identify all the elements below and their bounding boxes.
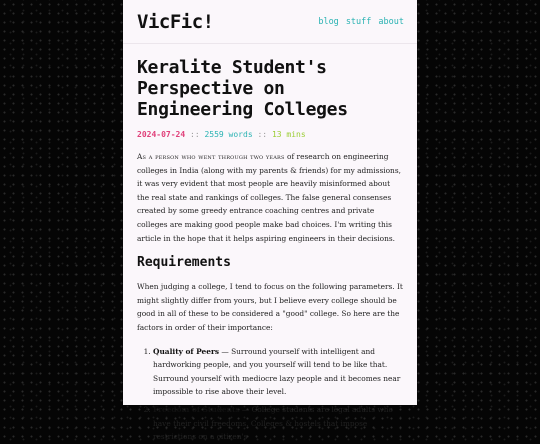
list-item (153, 345, 404, 399)
nav-link-stuff[interactable]: stuff (345, 16, 372, 27)
list-item-desc: — Surround yourself with intelligent and hardworking people, and you yourself will tend to be like that. Surround yourself with mediocre lazy people and it becomes near impossible to rise above their level. (153, 346, 401, 397)
intro-paragraph (137, 150, 404, 245)
meta-separator: :: (190, 130, 200, 139)
section-paragraph: When judging a college, I tend to focus on the following parameters. It might slightly differ from yours, but I believe every college should be good in all of these to be considered a "good" college. So here are the factors in order of their importance: (137, 282, 403, 332)
list-item-term: Freedom of Students (153, 404, 240, 414)
section-heading: Requirements (137, 255, 231, 271)
requirements-list (137, 345, 404, 444)
meta-separator: :: (257, 130, 268, 139)
article-title: Keralite Student's Perspective on Engineering Colleges (137, 57, 348, 120)
nav-link-about[interactable]: about (378, 16, 404, 27)
main-nav (318, 17, 404, 27)
intro-lead: As a person who went through two years (137, 152, 285, 161)
post-date: 2024-07-24 (137, 130, 186, 139)
site-header (123, 0, 417, 44)
word-count: 2559 words (204, 130, 253, 139)
article-meta (137, 130, 404, 139)
nav-link-blog[interactable]: blog (318, 16, 339, 27)
list-item (153, 403, 404, 444)
site-logo[interactable]: VicFic! (137, 10, 214, 33)
article-page (123, 0, 417, 442)
article-content (123, 57, 417, 444)
intro-body: of research on engineering colleges in India (along with my parents & friends) for my admissions, it was very evident that most people are heavily misinformed about the real state and rankings of colleges. The false general consenses created by some greedy entrance coaching centres and private colleges are making good people make bad choices. I'm writing this article in the hope that it helps aspiring engineers in their decisions. (137, 152, 401, 243)
list-item-desc: — College students are legal adults who have their civil freedoms. Colleges & hostels that impose restrictions on a citizen's (153, 404, 393, 442)
list-item-term: Quality of Peers (153, 346, 219, 356)
reading-time: 13 mins (271, 130, 306, 139)
